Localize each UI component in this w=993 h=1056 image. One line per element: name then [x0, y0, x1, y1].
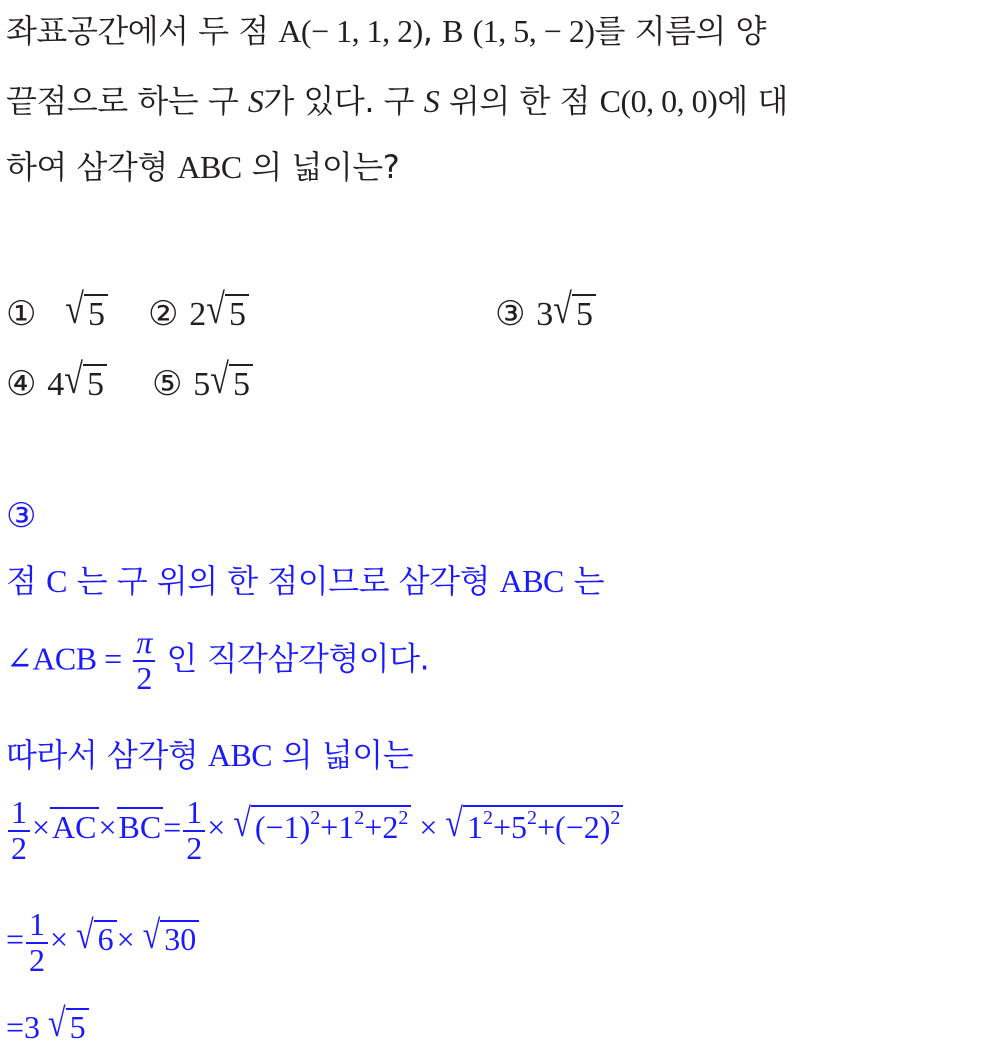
sphere-s: S [247, 83, 264, 119]
choice-4[interactable]: ④ 4√ 5 [6, 364, 107, 404]
solution-formula-3: =3 √ 5 [6, 1008, 89, 1046]
point-b-coords: (1, 5, − 2) [472, 13, 595, 49]
point-b: B [442, 13, 463, 49]
answer-mark: ③ [6, 496, 36, 536]
solution-line-1: 점 C 는 구 위의 한 점이므로 삼각형 ABC 는 [6, 562, 604, 600]
choice-3[interactable]: ③ 3√ 5 [495, 294, 596, 334]
point-c: C [599, 83, 621, 119]
fraction-pi-over-2: $\frac{\pi}{2}$ [133, 626, 155, 695]
choice-5[interactable]: ⑤ 5√ 5 [152, 364, 253, 404]
question-line-2: 끝점으로 하는 구 S가 있다. 구 S 위의 한 점 C(0, 0, 0)에 대 [6, 82, 788, 120]
question-line-1: 좌표공간에서 두 점 A(− 1, 1, 2), B (1, 5, − 2)를 지름의 양 [6, 12, 766, 50]
point-a: A [278, 13, 301, 49]
choice-1[interactable]: ① √ 5 [6, 294, 108, 334]
solution-formula-2: = $\frac{1}{2}$ × √ 6× √ 30 [6, 908, 199, 977]
solution-line-2: ∠ACB = $\frac{\pi}{2}$ 인 직각삼각형이다. [6, 624, 430, 696]
solution-line-3: 따라서 삼각형 ABC 의 넓이는 [6, 736, 414, 774]
solution-formula-1: $\frac{1}{2}$ ×AC×BC= $\frac{1}{2}$ × √ $(-1)^2+1^2+2^2$ × √ $1^2+5^2+(-2)^2$ [6, 796, 623, 865]
choice-2[interactable]: ② 2√ 5 [148, 294, 249, 334]
question-line-3: 하여 삼각형 ABC 의 넓이는? [6, 148, 400, 186]
point-a-coords: (− 1, 1, 2) [300, 13, 423, 49]
